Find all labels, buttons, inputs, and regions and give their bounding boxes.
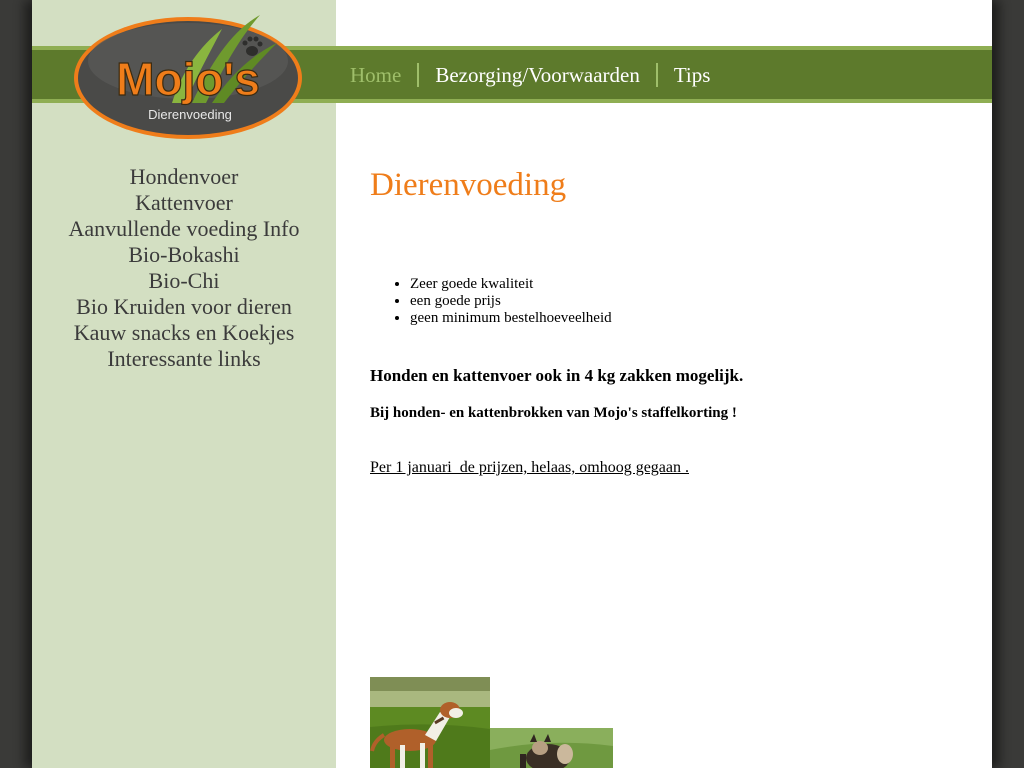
sidebar-item-kauw-snacks[interactable]: Kauw snacks en Koekjes: [73, 320, 295, 345]
price-notice-link[interactable]: Per 1 januari de prijzen, helaas, omhoog gegaan .: [370, 459, 689, 476]
sidebar-item-aanvullende-voeding[interactable]: Aanvullende voeding Info: [68, 216, 300, 241]
sidebar-item-kattenvoer[interactable]: Kattenvoer: [135, 190, 233, 215]
promo-subline: Bij honden- en kattenbrokken van Mojo's staffelkorting !: [370, 405, 737, 421]
sidebar-menu: [32, 164, 336, 372]
top-nav: [336, 46, 726, 103]
logo-tagline: Dierenvoeding: [148, 107, 232, 122]
list-item: • geen minimum bestelhoeveelheid: [410, 310, 612, 327]
sidebar-item-bio-bokashi[interactable]: Bio-Bokashi: [128, 242, 240, 267]
logo-brand: Mojo's: [116, 53, 260, 105]
page-title: Dierenvoeding: [370, 167, 567, 203]
list-item: • een goede prijs: [410, 293, 612, 310]
dog-photo: [370, 677, 490, 768]
cat-photo: [490, 728, 613, 768]
list-item: • Zeer goede kwaliteit: [410, 276, 612, 293]
nav-tips[interactable]: Tips: [673, 62, 711, 87]
sidebar-item-bio-kruiden[interactable]: Bio Kruiden voor dieren: [76, 294, 292, 319]
nav-home[interactable]: Home: [350, 62, 402, 87]
sidebar-item-interessante-links[interactable]: Interessante links: [107, 346, 261, 371]
nav-bezorging-voorwaarden[interactable]: Bezorging/Voorwaarden: [435, 62, 640, 87]
mojos-logo[interactable]: [72, 11, 307, 141]
page: [32, 0, 992, 768]
promo-headline: Honden en kattenvoer ook in 4 kg zakken mogelijk.: [370, 366, 744, 385]
feature-list: [370, 276, 612, 327]
sidebar-item-hondenvoer[interactable]: Hondenvoer: [129, 164, 239, 189]
sidebar-item-bio-chi[interactable]: Bio-Chi: [148, 268, 220, 293]
